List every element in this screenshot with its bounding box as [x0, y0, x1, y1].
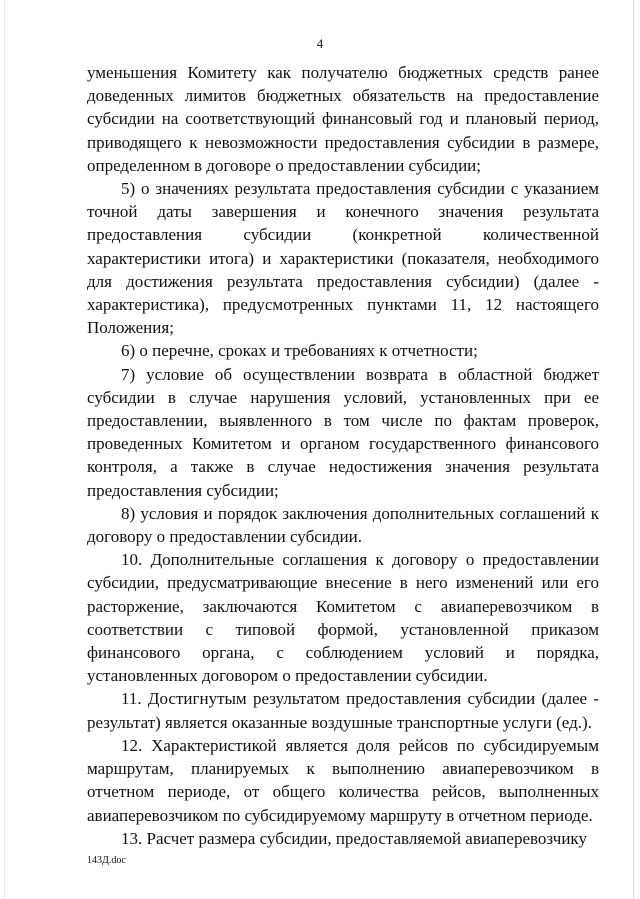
paragraph-clause-12: 12. Характеристикой является доля рейсов по субсидируемым маршрутам, планируемых к выполнению авиаперевозчиком в отчетном периоде, от общего количества рейсов, выполненных авиаперевозчиком по субсидируемому маршруту в отчетном периоде.: [87, 735, 599, 825]
paragraph-clause-10: 10. Дополнительные соглашения к договору о предоставлении субсидии, предусматривающие внесение в него изменений или его расторжение, заключаются Комитетом с авиаперевозчиком в соответствии с типовой формой, установленной приказом финансового органа, с соблюдением условий и порядка, установленных договором о предоставлении субсидии.: [87, 550, 599, 686]
paragraph-item-5: 5) о значениях результата предоставления субсидии с указанием точной даты завершения и конечного значения результата предоставления субсидии (конкретной количественной характеристики итога) и характеристики (показателя, необходимого для достижения результата предоставления субсидии) (далее - характеристика), предусмотренных пунктами 11, 12 настоящего Положения;: [87, 179, 599, 338]
paragraph-item-8: 8) условия и порядок заключения дополнительных соглашений к договору о предоставлении субсидии.: [87, 503, 599, 547]
paragraph-clause-11: 11. Достигнутым результатом предоставления субсидии (далее - результат) является оказанные воздушные транспортные услуги (ед.).: [87, 689, 599, 732]
footer-filename: 143Д.doc: [87, 855, 126, 866]
scan-edge-left: [4, 0, 5, 899]
paragraph-clause-13: 13. Расчет размера субсидии, предоставляемой авиаперевозчику: [121, 828, 587, 848]
document-body: [87, 61, 599, 850]
scan-edge-right: [633, 0, 634, 899]
paragraph-item-6: 6) о перечне, сроках и требованиях к отчетности;: [121, 341, 478, 361]
paragraph-continuation: уменьшения Комитету как получателю бюджетных средств ранее доведенных лимитов бюджетных обязательств на предоставление субсидии на соответствующий финансовый год и плановый период, приводящего к невозможности предоставления субсидии в размере, определенном в договоре о предоставлении субсидии;: [87, 63, 599, 175]
page-number: 4: [316, 36, 324, 51]
paragraph-item-7: 7) условие об осуществлении возврата в областной бюджет субсидии в случае нарушения условий, установленных при ее предоставлении, выявленного в том числе по фактам проверок, проведенных Комитетом и органом государственного финансового контроля, а также в случае недостижения значения результата предоставления субсидии;: [87, 364, 599, 500]
